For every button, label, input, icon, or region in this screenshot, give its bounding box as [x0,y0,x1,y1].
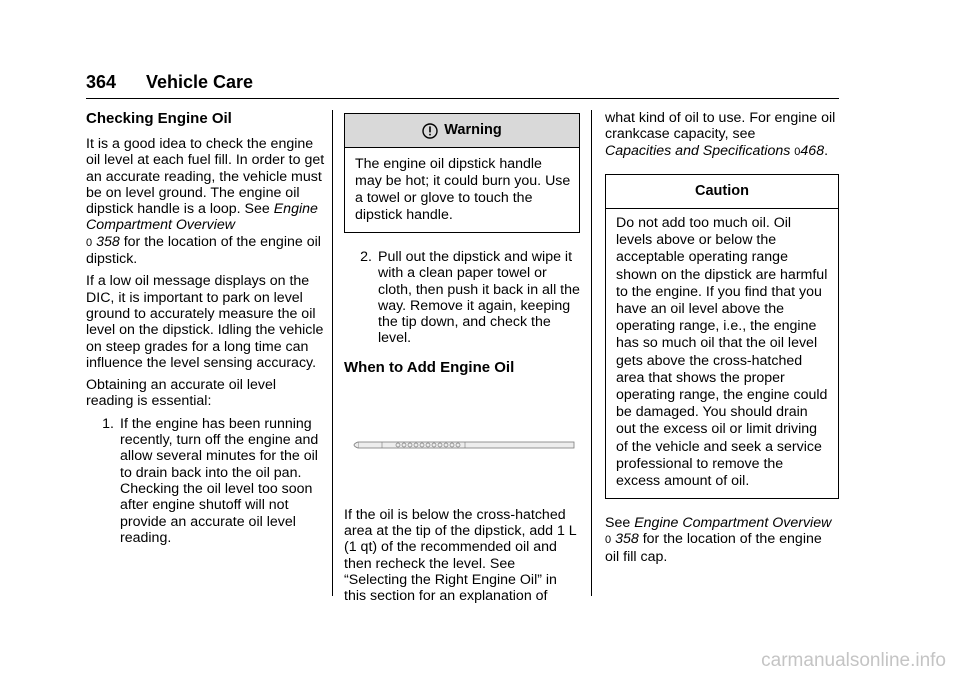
caution-title: Caution [606,175,838,209]
page-reference[interactable]: 358 [615,531,639,548]
paragraph-text: See [605,515,631,532]
caution-box [605,174,839,499]
warning-icon [422,123,438,139]
page-number: 364 [86,72,117,92]
heading-checking-engine-oil: Checking Engine Oil [86,110,232,127]
paragraph [86,136,326,267]
column-divider [332,110,333,596]
paragraph: If a low oil message displays on the DIC, it is important to park on level ground to accurately measure the oil level on the dipstick. Idling the vehicle on steep grades for a long time can influence the level sensing accuracy. [86,273,324,371]
caution-text: Do not add too much oil. Oil levels above or below the acceptable operating range shown on the dipstick are harmful to the engine. If you find that you have an oil level above the operating range, i.e., the engine has so much oil that the oil level gets above the cross-hatched area that shows the proper operating range, the engine could be damaged. You should drain out the excess oil or limit driving of the vehicle and seek a service professional to remove the excess amount of oil. [616,214,828,489]
dipstick-illustration [348,433,576,457]
page-ref-icon: 0 [86,236,93,249]
page-reference[interactable]: 358 [96,233,120,250]
page-reference[interactable]: 468 [800,142,825,159]
cross-reference-link[interactable]: Engine Compartment Overview [86,201,318,234]
page-ref-icon: 0 [794,145,801,158]
cross-reference-link[interactable]: Engine Compartment Overview [634,515,832,532]
cross-reference-link[interactable]: Capacities and Specifications [605,142,791,159]
page-header [86,68,839,99]
column-divider [591,110,592,596]
column-2 [344,113,580,611]
paragraph-text: for the location of the engine oil dipstick. [86,233,321,268]
warning-text: The engine oil dipstick handle may be hot; it could burn you. Use a towel or glove to touch the dipstick handle. [355,156,571,223]
list-item [344,249,580,347]
list-number: 2. [360,249,372,265]
heading-when-to-add-oil: When to Add Engine Oil [344,358,515,376]
warning-header [345,114,579,148]
warning-title: Warning [444,122,502,139]
paragraph-text: It is a good idea to check the engine oil level at each fuel fill. In order to get an accurate reading, the vehicle must be on level ground. The engine oil dipstick handle is a loop. See [86,136,325,218]
page-ref-icon: 0 [605,534,612,547]
paragraph-text: what kind of oil to use. For engine oil crankcase capacity, see [605,110,836,143]
paragraph: If the oil is below the cross-hatched area at the tip of the dipstick, add 1 L (1 qt) of the recommended oil and then recheck the level. See “Selecting the Right Engine Oil” in this section for an explanation of [344,506,577,605]
paragraph [605,515,839,565]
column-3 [605,110,839,571]
list-item [86,416,326,546]
column-1 [86,110,326,552]
list-number: 1. [102,415,114,432]
list-text: If the engine has been running recently, turn off the engine and allow several minutes for the oil to drain back into the oil pan. Checking the oil level too soon after engine shutoff will not provide an accurate oil level reading. [120,415,319,546]
warning-box [344,113,580,233]
paragraph: what kind of oil to use. For engine oil crankcase capacity, see Capacities and Specifications 0468. [605,110,836,159]
paragraph-text: for the location of the engine oil fill cap. [605,531,822,565]
list-text: Pull out the dipstick and wipe it with a clean paper towel or cloth, then push it back in all the way. Remove it again, keeping the tip down, and check the level. [378,249,580,347]
paragraph: Obtaining an accurate oil level reading is essential: [86,377,277,410]
section-title: Vehicle Care [146,72,254,92]
watermark: carmanualsonline.info [761,650,946,671]
